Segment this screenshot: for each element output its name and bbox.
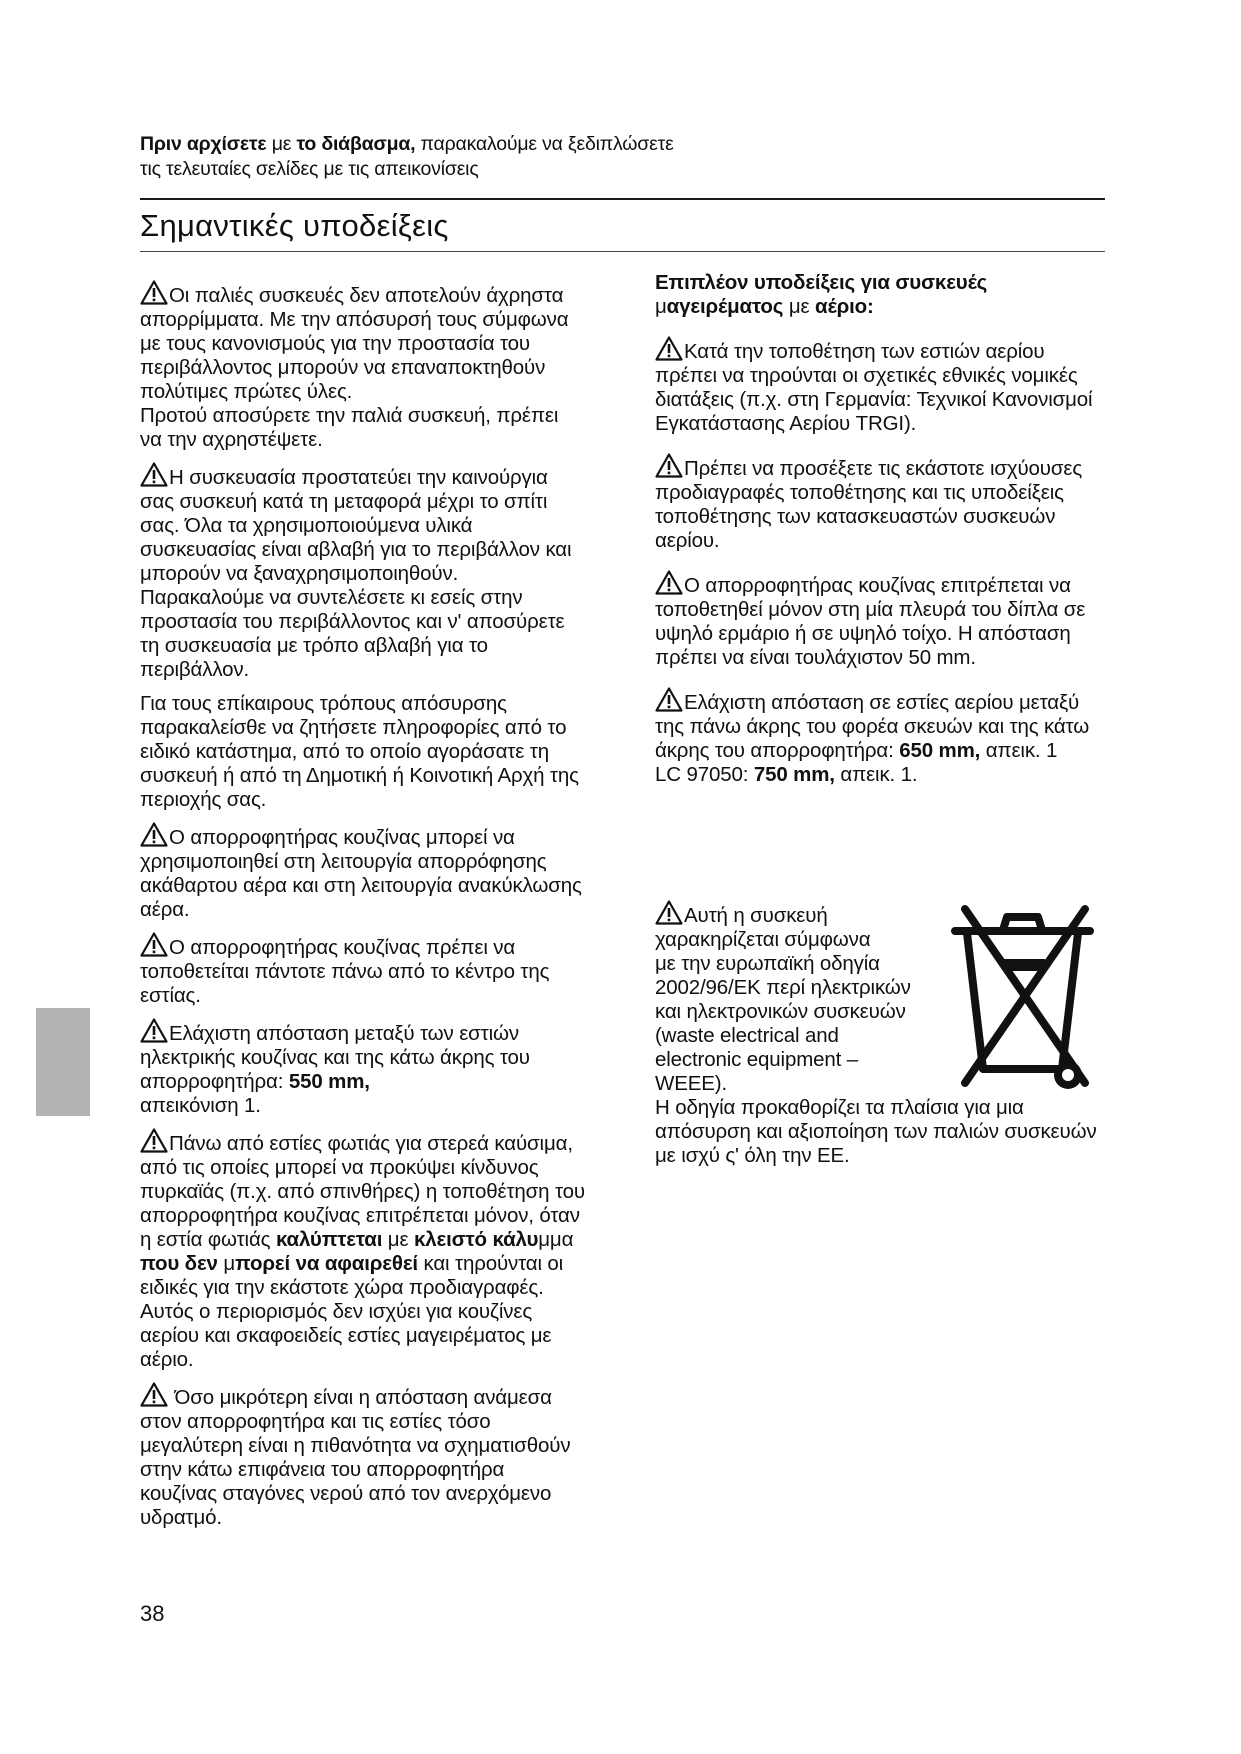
- warning-icon: [140, 932, 168, 957]
- solid-fuel-bold: κλειστό κάλυ: [414, 1228, 539, 1251]
- disposal-paragraph: [140, 280, 585, 404]
- electric-min-text: Ελάχιστη απόσταση μεταξύ των εστιών ηλεκτρικής κουζίνας και της κάτω άκρης του απορροφητήρα:: [140, 1022, 530, 1093]
- warning-icon: [140, 1382, 168, 1407]
- lc-model-figure: απεικ. 1.: [834, 763, 918, 786]
- disposal-text: Οι παλιές συσκευές δεν αποτελούν άχρηστα απορρίμματα. Με την απόσυρσή τους σύμφωνα με τους κανονισμούς για την προστασία του περιβάλλοντος μπορούν να επαναποκτηθούν πολύτιμες πρώτες ύλες.: [140, 284, 569, 403]
- intro-normal-2: παρακαλούμε να ξεδιπλώσετε: [415, 133, 674, 155]
- packaging-return: Παρακαλούμε να συντελέσετε κι εσείς στην προστασία του περιβάλλοντος και ν' αποσύρετε τη συσκευασία με τρόπο αβλαβή για το περιβάλλον.: [140, 586, 565, 681]
- solid-fuel-text: με: [382, 1228, 415, 1251]
- warning-icon: [140, 1018, 168, 1043]
- weee-line: (waste electrical and: [655, 1024, 839, 1047]
- weee-line: 2002/96/ΕΚ περί ηλεκτρικών: [655, 976, 911, 999]
- packaging-paragraph: [140, 462, 585, 586]
- solid-fuel-text: Πάνω από εστίες φωτιάς για στερεά καύσιμα, από τις οποίες μπορεί να προκύψει κίνδυνος πυρκαϊάς (π.χ. από σπινθήρες) η τοποθέτηση του απορροφητήρα κουζίνας επιτρέπεται μόνον, όταν η εστία φωτιάς: [140, 1132, 585, 1251]
- left-column: [140, 280, 585, 1530]
- intro-line-1: [140, 132, 900, 157]
- one-side-paragraph: [655, 570, 1100, 670]
- centre-paragraph: [140, 932, 585, 1008]
- lc-model-value: 750 mm,: [753, 763, 835, 786]
- warning-icon: [140, 1128, 168, 1153]
- solid-fuel-bold: καλύπτεται: [275, 1228, 383, 1251]
- weee-line: με την ευρωπαϊκή οδηγία: [655, 952, 880, 975]
- solid-fuel-bold: που δεν: [140, 1252, 218, 1275]
- gas-min-value: 650 mm,: [899, 739, 981, 762]
- intro-line-2: τις τελευταίες σελίδες με τις απεικονίσεις: [140, 158, 479, 180]
- gas-heading-text: με: [783, 295, 816, 318]
- gas-heading-bold: Επιπλέον υποδείξεις για συσκευές: [655, 271, 988, 294]
- solid-fuel-paragraph: [140, 1128, 585, 1372]
- weee-line: electronic equipment –: [655, 1048, 858, 1071]
- gas-specs-paragraph: [655, 453, 1100, 553]
- weee-line: και ηλεκτρονικών συσκευών: [655, 1000, 906, 1023]
- warning-icon: [655, 453, 683, 478]
- warning-icon: [655, 687, 683, 712]
- weee-line: WEEE).: [655, 1072, 727, 1095]
- warning-icon: [655, 570, 683, 595]
- electric-min-distance: [140, 1018, 585, 1118]
- disposal-info: Για τους επίκαιρους τρόπους απόσυρσης παρακαλείσθε να ζητήσετε πληροφορίες από το ειδικό κατάστημα, από το οποίο αγοράσατε τη συσκευή ή από τη Δημοτική ή Κοινοτική Αρχή της περιοχής σας.: [140, 692, 579, 811]
- warning-icon: [140, 280, 168, 305]
- intro-text: [140, 132, 900, 182]
- right-column: [655, 271, 1100, 787]
- gas-min-text: Ελάχιστη απόσταση σε εστίες αερίου μεταξύ της πάνω άκρης του φορέα σκευών και της κάτω άκρης του απορροφητήρα:: [655, 691, 1090, 762]
- centre-text: Ο απορροφητήρας κουζίνας πρέπει να τοποθετείται πάντοτε πάνω από το κέντρο της εστίας.: [140, 936, 550, 1007]
- gas-min-figure: απεικ. 1: [980, 739, 1058, 762]
- weee-line: χαρακηρίζεται σύμφωνα: [655, 928, 871, 951]
- header-rule-bottom: [140, 251, 1105, 252]
- lc-model-label: LC 97050:: [655, 763, 754, 786]
- section-tab: [36, 1008, 90, 1116]
- gas-rules-paragraph: [655, 336, 1100, 436]
- gas-heading: [655, 271, 1100, 319]
- intro-normal-1: με: [266, 133, 297, 155]
- warning-icon: [655, 900, 683, 925]
- page-title: Σημαντικές υποδείξεις: [140, 208, 449, 243]
- intro-bold-2: το διάβασμα,: [296, 133, 416, 155]
- warning-icon: [140, 822, 168, 847]
- gas-heading-bold: αέριο:: [815, 295, 874, 318]
- warning-icon: [655, 336, 683, 361]
- modes-paragraph: [140, 822, 585, 922]
- warning-icon: [140, 462, 168, 487]
- packaging-text: Η συσκευασία προστατεύει την καινούργια σας συσκευή κατά τη μεταφορά μέχρι το σπίτι σας. Όλα τα χρησιμοποιούμενα υλικά συσκευασίας είναι αβλαβή για το περιβάλλον και μπορούν να ξαναχρησιμοποιηθούν.: [140, 466, 572, 585]
- gas-min-distance: [655, 687, 1100, 787]
- electric-min-figure: απεικόνιση 1.: [140, 1094, 261, 1117]
- disposal-render-useless: Προτού αποσύρετε την παλιά συσκευή, πρέπει να την αχρηστέψετε.: [140, 404, 559, 451]
- solid-fuel-bold: πορεί να αφαιρεθεί: [235, 1252, 418, 1275]
- solid-fuel-text: μμα: [538, 1228, 574, 1251]
- crossed-out-bin-icon: [945, 893, 1100, 1115]
- header-rule-top: [140, 198, 1105, 200]
- gas-rules-text: Κατά την τοποθέτηση των εστιών αερίου πρέπει να τηρούνται οι σχετικές εθνικές νομικές διατάξεις (π.χ. στη Γερμανία: Τεχνικοί Κανονισμοί Εγκατάστασης Αερίου TRGI).: [655, 340, 1093, 435]
- solid-fuel-text: και τηρούνται οι ειδικές για την εκάστοτε χώρα προδιαγραφές. Αυτός ο περιορισμός δεν ισχύει για κουζίνες αερίου και σκαφοειδείς εστίες μαγειρέματος με αέριο.: [140, 1252, 564, 1371]
- droplets-paragraph: [140, 1382, 585, 1530]
- gas-heading-text: μ: [655, 295, 667, 318]
- droplets-text: Όσο μικρότερη είναι η απόσταση ανάμεσα στον απορροφητήρα και τις εστίες τόσο μεγαλύτερη είναι η πιθανότητα να σχηματισθούν στην κάτω επιφάνεια του απορροφητήρα κουζίνας σταγόνες νερού από τον ανερχόμενο υδρατμό.: [140, 1386, 571, 1529]
- weee-directive-text: Η οδηγία προκαθορίζει τα πλαίσια για μια απόσυρση και αξιοποίηση των παλιών συσκευών με ισχύ ς' όλη την ΕΕ.: [655, 1096, 1097, 1167]
- solid-fuel-text: μ: [217, 1252, 236, 1275]
- gas-heading-bold: αγειρέματος: [666, 295, 784, 318]
- page-number: 38: [140, 1601, 165, 1626]
- electric-min-value: 550 mm,: [288, 1070, 370, 1093]
- intro-bold-1: Πριν αρχίσετε: [140, 133, 267, 155]
- weee-line-text: Αυτή η συσκευή: [684, 904, 828, 927]
- modes-text: Ο απορροφητήρας κουζίνας μπορεί να χρησιμοποιηθεί στη λειτουργία απορρόφησης ακάθαρτου αέρα και στη λειτουργία ανακύκλωσης αέρα.: [140, 826, 582, 921]
- gas-specs-text: Πρέπει να προσέξετε τις εκάστοτε ισχύουσες προδιαγραφές τοποθέτησης και τις υποδείξεις τοποθέτησης των κατασκευαστών συσκευών αερίου.: [655, 457, 1083, 552]
- one-side-text: Ο απορροφητήρας κουζίνας επιτρέπεται να τοποθετηθεί μόνον στη μία πλευρά του δίπλα σε υψηλό ερμάριο ή σε υψηλό τοίχο. Η απόσταση πρέπει να είναι τουλάχιστον 50 mm.: [655, 574, 1086, 669]
